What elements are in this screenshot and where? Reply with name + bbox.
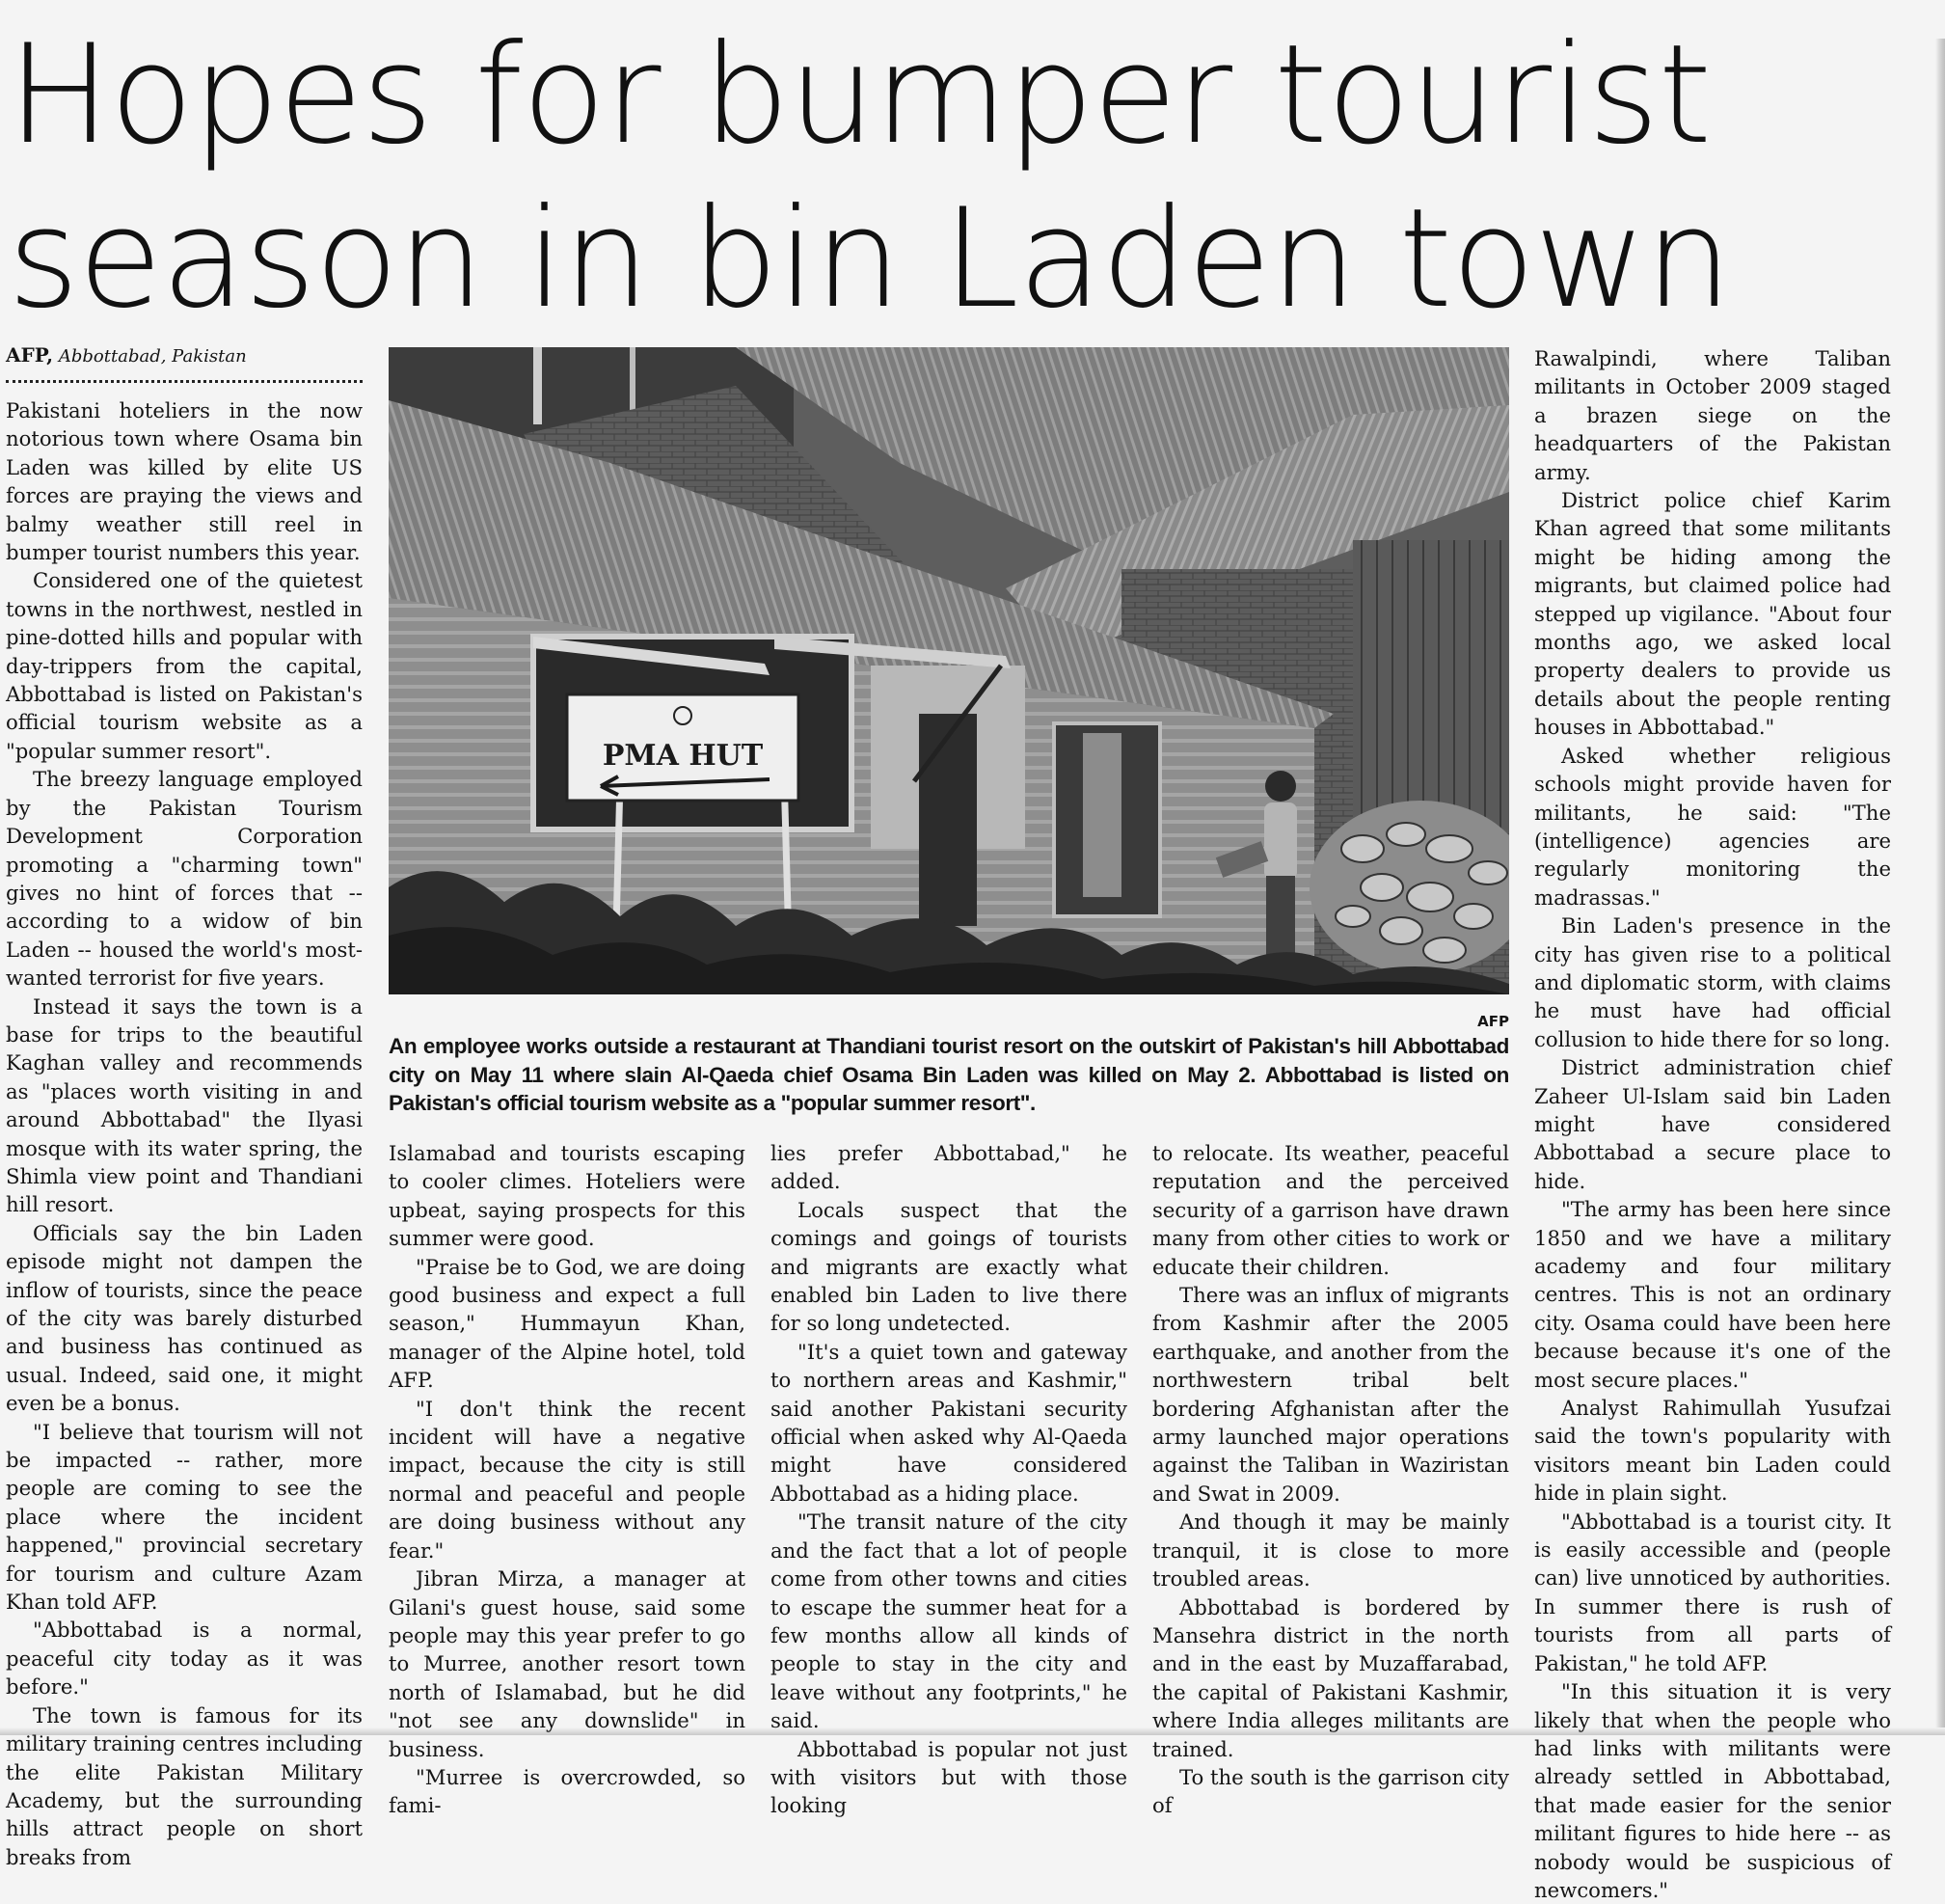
article-paragraph: to relocate. Its weather, peaceful reputation and the perceived security of a garrison have drawn many from other cities to work or educate their children. [1152,1141,1509,1279]
article-paragraph: "Praise be to God, we are doing good business and expect a full season," Hummayun Khan, manager of the Alpine hotel, told AFP. [389,1254,745,1393]
byline-place: Abbottabad, Pakistan [58,346,247,367]
article-paragraph: Abbottabad is bordered by Mansehra district in the north and in the east by Muzaffarabad, the capital of Pakistani Kashmir, where India alleges militants are trained. [1152,1594,1509,1761]
article-paragraph: Rawalpindi, where Taliban militants in October 2009 staged a brazen siege on the headquarters of the Pakistan army. [1534,346,1891,484]
article-paragraph: Instead it says the town is a base for trips to the beautiful Kaghan valley and recommends as "places worth visiting in and around Abbottabad" the Ilyasi mosque with its water spring, the Shimla view point and Thandiani hill resort. [6,993,363,1217]
article-paragraph: "Abbottabad is a tourist city. It is easily accessible and (people can) live unnoticed by authorities. In summer there is rush of tourists from all parts of Pakistan," he told AFP. [1534,1509,1891,1675]
article-paragraph: Islamabad and tourists escaping to cooler climes. Hoteliers were upbeat, saying prospects for this summer were good. [389,1141,745,1251]
article-paragraph: District administration chief Zaheer Ul-Islam said bin Laden might have considered Abbottabad a secure place to hide. [1534,1055,1891,1193]
article-column-3 [770,1139,1127,1818]
article-paragraph: Jibran Mirza, a manager at Gilani's guest house, said some people may this year prefer to go to Murree, another resort town north of Islamabad, but he did "not see any downslide" in business. [389,1566,745,1761]
article-paragraph: Analyst Rahimullah Yusufzai said the town's popularity with visitors meant bin Laden could hide in plain sight. [1534,1396,1891,1506]
article-paragraph: There was an influx of migrants from Kashmir after the 2005 earthquake, and another from the northwestern tribal belt bordering Afghanistan after the army launched major operations against the Taliban in Waziristan and Swat in 2009. [1152,1283,1509,1506]
byline-agency: AFP, [6,343,54,367]
article-paragraph: "Abbottabad is a normal, peaceful city today as it was before." [6,1618,363,1700]
article-column-2 [389,1139,745,1818]
article-paragraph: "I don't think the recent incident will have a negative impact, because the city is still normal and peaceful and people are doing business without any fear." [389,1396,745,1563]
article-paragraph: Officials say the bin Laden episode might not dampen the inflow of tourists, since the peace of the city was barely disturbed and business has continued as usual. Indeed, said one, it might even be a bonus. [6,1220,363,1416]
article-paragraph: The breezy language employed by the Pakistan Tourism Development Corporation promoting a "charming town" gives no hint of forces that -- according to a widow of bin Laden -- housed the world's most-wanted terrorist for five years. [6,767,363,991]
article-column-4 [1152,1139,1509,1818]
article-paragraph: lies prefer Abbottabad," he added. [770,1141,1127,1194]
article-paragraph: "I believe that tourism will not be impacted -- rather, more people are coming to see the place where the incident happened," provincial secretary for tourism and culture Azam Khan told AFP. [6,1419,363,1615]
headline [8,14,1792,341]
article-paragraph: And though it may be mainly tranquil, it is close to more troubled areas. [1152,1510,1509,1591]
photo-scene [389,347,1509,994]
headline-line-1: Hopes for bumper tourist [8,15,1712,175]
photo-caption: An employee works outside a restaurant at Thandiani tourist resort on the outskirt of Pakistan's hill Abbottabad city on May 11 where slain Al-Qaeda chief Osama Bin Laden was killed on May 2. Abbottabad is listed on Pakistan's official tourism website as a "popular summer resort". [389,1034,1509,1115]
article-paragraph: The town is famous for its military training centres including the elite Pakistan Military Academy, but the surrounding hills attract people on short breaks from [6,1702,363,1869]
byline [6,343,363,368]
byline-divider [6,380,363,387]
article-column-5 [1534,344,1891,1902]
article-paragraph: Bin Laden's presence in the city has given rise to a political and diplomatic storm, with claims he must have had official collusion to hide there for so long. [1534,913,1891,1051]
article-paragraph: "In this situation it is very likely that when the people who had links with militants were already settled in Abbottabad, that made easier for the senior militant figures to hide here -- as nobody would be suspicious of newcomers." [1534,1679,1891,1902]
article-paragraph: "It's a quiet town and gateway to northern areas and Kashmir," said another Pakistani security official when asked why Al-Qaeda might have considered Abbottabad as a hiding place. [770,1339,1127,1506]
article-paragraph: To the south is the garrison city of [1152,1764,1509,1818]
article-paragraph: "The army has been here since 1850 and we have a military academy and four military centres. This is not an ordinary city. Osama could have been here because because it's one of the most secure places." [1534,1197,1891,1392]
article-paragraph: Pakistani hoteliers in the now notorious town where Osama bin Laden was killed by elite US forces are praying the views and balmy weather still reel in bumper tourist numbers this year. [6,398,363,565]
article-paragraph: Locals suspect that the comings and goings of tourists and migrants are exactly what enabled bin Laden to live there for so long undetected. [770,1197,1127,1336]
page-edge-rule [1935,39,1945,1735]
photo-credit: AFP [1477,1013,1509,1030]
article-paragraph: Considered one of the quietest towns in the northwest, nestled in pine-dotted hills and popular with day-trippers from the capital, Abbottabad is listed on Pakistan's official tourism website as a "popular summer resort". [6,568,363,763]
article-paragraph: Abbottabad is popular not just with visitors but with those looking [770,1736,1127,1818]
headline-line-2: season in bin Laden town [8,179,1732,339]
article-paragraph: District police chief Karim Khan agreed that some militants might be hiding among the migrants, but claimed police had stepped up vigilance. "About four months ago, we asked local property dealers to provide us details about the people renting houses in Abbottabad." [1534,488,1891,740]
article-column-1 [6,396,363,1869]
article-paragraph: "Murree is overcrowded, so fami- [389,1764,745,1818]
article-paragraph: "The transit nature of the city and the fact that a lot of people come from other towns and cities to escape the summer heat for a few months allow all kinds of people to stay in the city and leave without any footprints," he said. [770,1510,1127,1733]
photo-sign-text: PMA HUT [602,739,764,773]
article-paragraph: Asked whether religious schools might provide haven for militants, he said: "The (intelligence) agencies are regularly monitoring the madrassas." [1534,743,1891,910]
news-photo [389,347,1509,994]
